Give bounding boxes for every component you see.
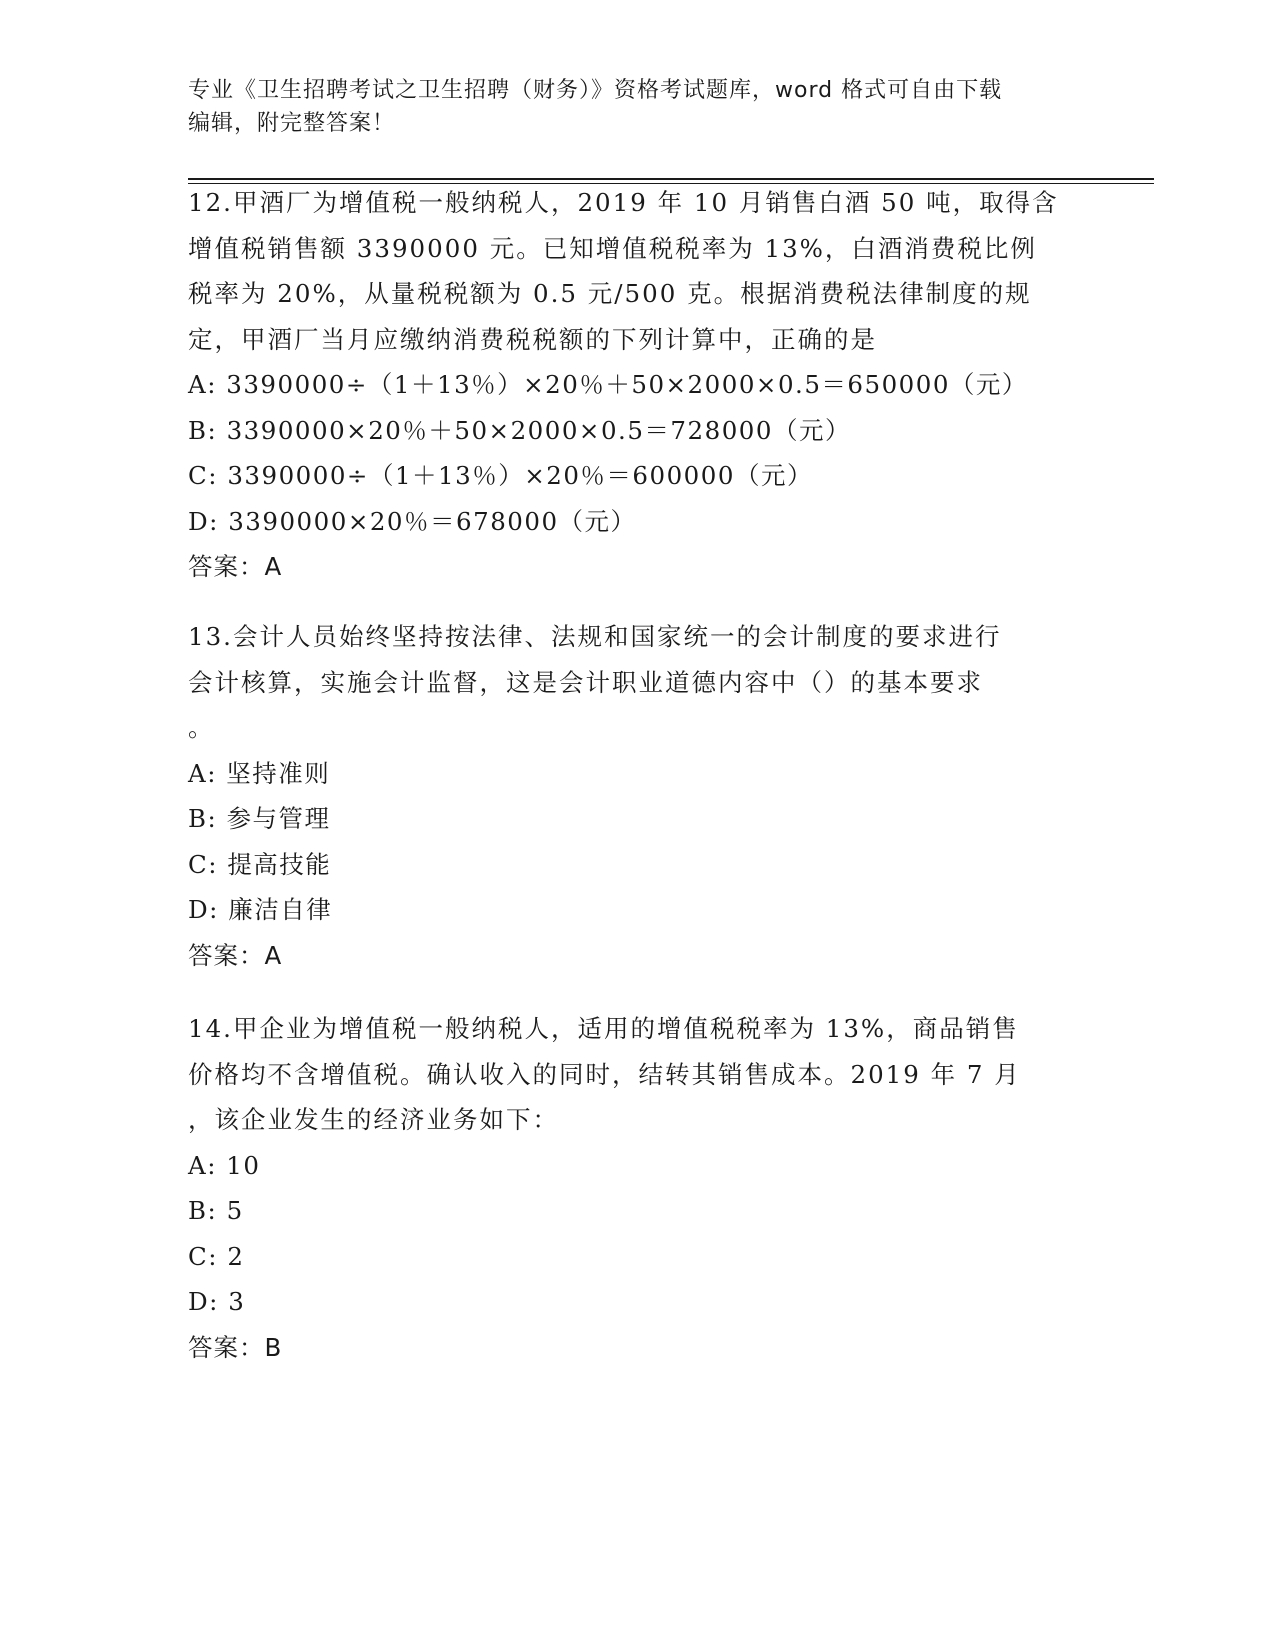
option-b <box>188 796 1088 842</box>
option-letter: A: <box>188 758 217 788</box>
question-line: 13.会计人员始终坚持按法律、法规和国家统一的会计制度的要求进行 <box>188 622 1002 651</box>
option-letter: C: <box>188 1241 219 1271</box>
question-12 <box>188 180 1088 590</box>
question-line: ，该企业发生的经济业务如下： <box>188 1105 559 1134</box>
answer-line: 答案：A <box>188 940 283 970</box>
option-letter: A: <box>188 370 217 399</box>
option-a <box>188 1143 1088 1189</box>
option-text: 廉洁自律 <box>228 895 333 924</box>
option-text: 坚持准则 <box>226 758 331 788</box>
document-header <box>188 74 1088 140</box>
option-text: 2 <box>227 1241 245 1271</box>
answer-line: 答案：B <box>188 1332 283 1362</box>
header-line-1: 专业《卫生招聘考试之卫生招聘（财务）》资格考试题库，word 格式可自由下载 <box>188 78 1003 103</box>
option-letter: C: <box>188 461 219 490</box>
option-d <box>188 499 1088 545</box>
question-text <box>188 180 1088 362</box>
option-b <box>188 1188 1088 1234</box>
header-line-2: 编辑，附完整答案！ <box>188 111 396 136</box>
question-line: 。 <box>188 713 215 742</box>
question-line: 税率为 20%，从量税税额为 0.5 元/500 克。根据消费税法律制度的规 <box>188 279 1032 308</box>
option-text: 5 <box>226 1196 244 1225</box>
answer-line: 答案：A <box>188 552 283 581</box>
option-d <box>188 1279 1088 1325</box>
option-letter: B: <box>188 804 218 833</box>
option-letter: B: <box>188 415 218 445</box>
option-c <box>188 842 1088 888</box>
option-letter: D: <box>188 506 219 536</box>
option-letter: B: <box>188 1196 218 1225</box>
question-text <box>188 1006 1088 1143</box>
option-letter: D: <box>188 1287 219 1316</box>
option-text: 3390000×20％＋50×2000×0.5＝728000（元） <box>226 415 851 445</box>
question-line: 14.甲企业为增值税一般纳税人，适用的增值税税率为 13%，商品销售 <box>188 1014 1019 1043</box>
option-text: 参与管理 <box>226 804 331 833</box>
option-text: 3390000÷（1＋13％）×20％＝600000（元） <box>227 461 813 490</box>
question-line: 定，甲酒厂当月应缴纳消费税税额的下列计算中，正确的是 <box>188 324 877 354</box>
option-letter: D: <box>188 895 219 924</box>
option-c <box>188 1234 1088 1280</box>
question-line: 增值税销售额 3390000 元。已知增值税税率为 13%，白酒消费税比例 <box>188 233 1037 263</box>
question-line: 价格均不含增值税。确认收入的同时，结转其销售成本。2019 年 7 月 <box>188 1059 1021 1089</box>
question-14 <box>188 1006 1088 1370</box>
option-text: 提高技能 <box>227 849 332 879</box>
option-text: 3390000×20％＝678000（元） <box>228 506 637 536</box>
question-line: 12.甲酒厂为增值税一般纳税人，2019 年 10 月销售白酒 50 吨，取得含 <box>188 188 1059 217</box>
option-c <box>188 453 1088 499</box>
option-a <box>188 362 1088 408</box>
question-line: 会计核算，实施会计监督，这是会计职业道德内容中（）的基本要求 <box>188 667 983 697</box>
question-text <box>188 614 1088 751</box>
option-text: 3390000÷（1＋13％）×20％＋50×2000×0.5＝650000（元） <box>226 370 1028 399</box>
option-letter: C: <box>188 849 219 879</box>
question-13 <box>188 614 1088 978</box>
option-text: 10 <box>226 1150 261 1180</box>
option-d <box>188 887 1088 933</box>
option-text: 3 <box>228 1287 246 1316</box>
option-b <box>188 408 1088 454</box>
option-letter: A: <box>188 1150 217 1180</box>
option-a <box>188 751 1088 797</box>
